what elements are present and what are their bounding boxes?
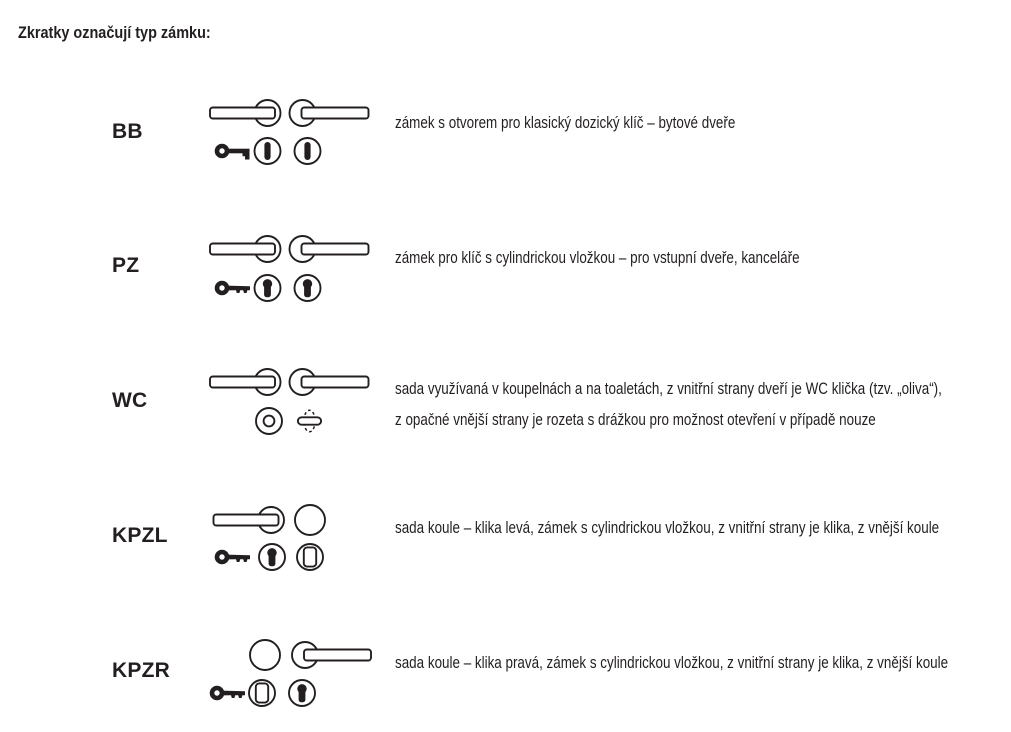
- lock-code-pz: PZ: [112, 254, 140, 277]
- bb-keyhole-icon: [304, 142, 310, 160]
- lever-handle-left-icon: [210, 369, 281, 395]
- lock-code-wc: WC: [112, 389, 148, 412]
- door-knob-icon: [295, 505, 325, 535]
- lever-handle-left-icon: [210, 236, 281, 262]
- lever-handle-left-icon: [214, 507, 285, 533]
- lock-description-pz: zámek pro klíč s cylindrickou vložkou – pro vstupní dveře, kanceláře: [395, 248, 800, 267]
- cylinder-key-icon: [217, 283, 250, 293]
- cylinder-key-icon: [212, 688, 245, 698]
- lock-description-bb: zámek s otvorem pro klasický dozický klíč – bytové dveře: [395, 113, 736, 132]
- pz-keyhole-icon: [303, 279, 312, 297]
- lever-handle-right-icon: [290, 100, 369, 126]
- kpzr-hardware-diagram: [205, 635, 375, 715]
- wc-hardware-diagram: [205, 365, 375, 445]
- bit-key-icon: [217, 146, 250, 160]
- lever-handle-right-icon: [290, 369, 369, 395]
- blind-plate-rosette-icon: [249, 680, 275, 706]
- kpzl-hardware-diagram: [205, 500, 375, 580]
- lever-handle-right-icon: [290, 236, 369, 262]
- pz-keyhole-icon: [263, 279, 272, 297]
- emergency-slot-rosette-icon: [256, 408, 282, 434]
- page-title: Zkratky označují typ zámku:: [18, 23, 211, 42]
- blind-plate-rosette-icon: [297, 544, 323, 570]
- lock-code-bb: BB: [112, 120, 143, 143]
- pz-keyhole-icon: [267, 548, 276, 566]
- lock-code-kpzl: KPZL: [112, 524, 168, 547]
- door-knob-icon: [250, 640, 280, 670]
- lock-description-kpzl: sada koule – klika levá, zámek s cylindrickou vložkou, z vnitřní strany je klika, z vnější koule: [395, 518, 940, 537]
- lever-handle-right-icon: [292, 642, 371, 668]
- lock-description-wc-line1: sada využívaná v koupelnách a na toaletách, z vnitřní strany dveří je WC klička (tzv. „oliva“),: [395, 379, 942, 398]
- lock-description-wc: [395, 373, 942, 435]
- lock-description-wc-line2: z opačné vnější strany je rozeta s drážkou pro možnost otevření v případě nouze: [395, 410, 876, 429]
- bb-keyhole-icon: [264, 142, 270, 160]
- pz-keyhole-icon: [297, 684, 306, 702]
- bb-hardware-diagram: [205, 95, 375, 175]
- wc-turn-knob-icon: [298, 410, 321, 432]
- pz-hardware-diagram: [205, 230, 375, 310]
- lock-description-kpzr: sada koule – klika pravá, zámek s cylindrickou vložkou, z vnitřní strany je klika, z vnější koule: [395, 653, 949, 672]
- lock-code-kpzr: KPZR: [112, 659, 170, 682]
- cylinder-key-icon: [217, 552, 250, 562]
- lever-handle-left-icon: [210, 100, 281, 126]
